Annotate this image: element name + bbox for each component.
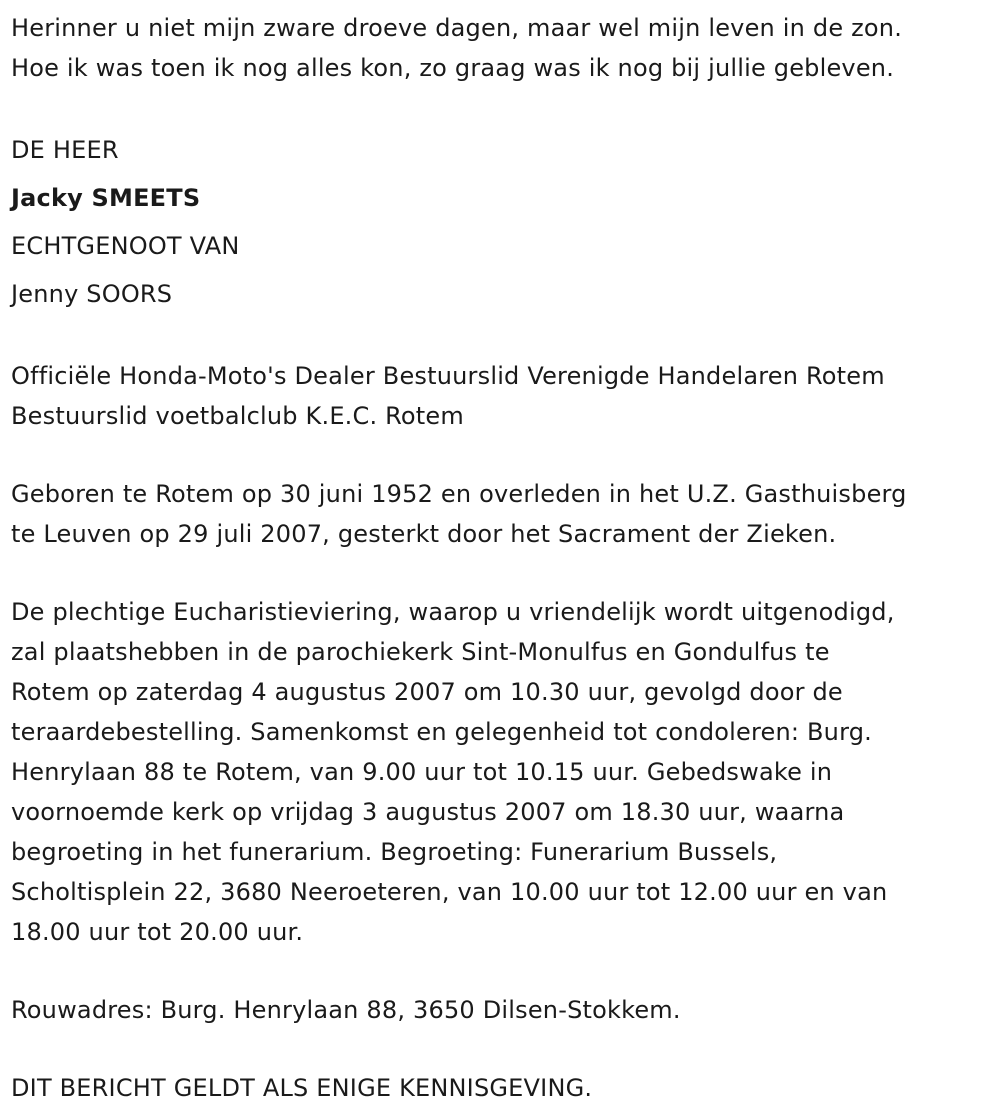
role-line: Officiële Honda-Moto's Dealer Bestuurslid Verenigde Handelaren Rotem bbox=[11, 362, 885, 390]
ceremony-line: 18.00 uur tot 20.00 uur. bbox=[11, 918, 304, 946]
paragraph-spacer bbox=[11, 88, 991, 126]
relation-label: ECHTGENOOT VAN bbox=[11, 232, 240, 260]
paragraph-spacer bbox=[11, 952, 991, 990]
motto-block bbox=[11, 8, 991, 88]
ceremony-line: teraardebestelling. Samenkomst en gelegenheid tot condoleren: Burg. bbox=[11, 718, 872, 746]
notice-block bbox=[11, 1068, 991, 1108]
paragraph-spacer bbox=[11, 554, 991, 592]
birth-death-line: Geboren te Rotem op 30 juni 1952 en overleden in het U.Z. Gasthuisberg bbox=[11, 480, 907, 508]
address-block bbox=[11, 990, 991, 1030]
spouse-name: Jenny SOORS bbox=[11, 280, 173, 308]
ceremony-line: voornoemde kerk op vrijdag 3 augustus 2007 om 18.30 uur, waarna bbox=[11, 798, 845, 826]
ceremony-line: begroeting in het funerarium. Begroeting: Funerarium Bussels, bbox=[11, 838, 778, 866]
notice-text: DIT BERICHT GELDT ALS ENIGE KENNISGEVING. bbox=[11, 1074, 593, 1102]
deceased-block bbox=[11, 126, 991, 318]
motto-line: Hoe ik was toen ik nog alles kon, zo graag was ik nog bij jullie gebleven. bbox=[11, 54, 895, 82]
obituary-notice bbox=[11, 8, 991, 1108]
paragraph-spacer bbox=[11, 318, 991, 356]
birth-death-line: te Leuven op 29 juli 2007, gesterkt door het Sacrament der Zieken. bbox=[11, 520, 837, 548]
ceremony-line: Henrylaan 88 te Rotem, van 9.00 uur tot 10.15 uur. Gebedswake in bbox=[11, 758, 833, 786]
ceremony-line: Scholtisplein 22, 3680 Neeroeteren, van 10.00 uur tot 12.00 uur en van bbox=[11, 878, 888, 906]
ceremony-block bbox=[11, 592, 991, 952]
deceased-title: DE HEER bbox=[11, 136, 119, 164]
deceased-name: Jacky SMEETS bbox=[11, 184, 201, 212]
birth-death-block bbox=[11, 474, 991, 554]
ceremony-line: De plechtige Eucharistieviering, waarop u vriendelijk wordt uitgenodigd, bbox=[11, 598, 895, 626]
paragraph-spacer bbox=[11, 436, 991, 474]
mourning-address: Rouwadres: Burg. Henrylaan 88, 3650 Dilsen-Stokkem. bbox=[11, 996, 681, 1024]
paragraph-spacer bbox=[11, 1030, 991, 1068]
roles-block bbox=[11, 356, 991, 436]
ceremony-line: zal plaatshebben in de parochiekerk Sint-Monulfus en Gondulfus te bbox=[11, 638, 830, 666]
motto-line: Herinner u niet mijn zware droeve dagen, maar wel mijn leven in de zon. bbox=[11, 14, 903, 42]
role-line: Bestuurslid voetbalclub K.E.C. Rotem bbox=[11, 402, 464, 430]
ceremony-line: Rotem op zaterdag 4 augustus 2007 om 10.30 uur, gevolgd door de bbox=[11, 678, 843, 706]
